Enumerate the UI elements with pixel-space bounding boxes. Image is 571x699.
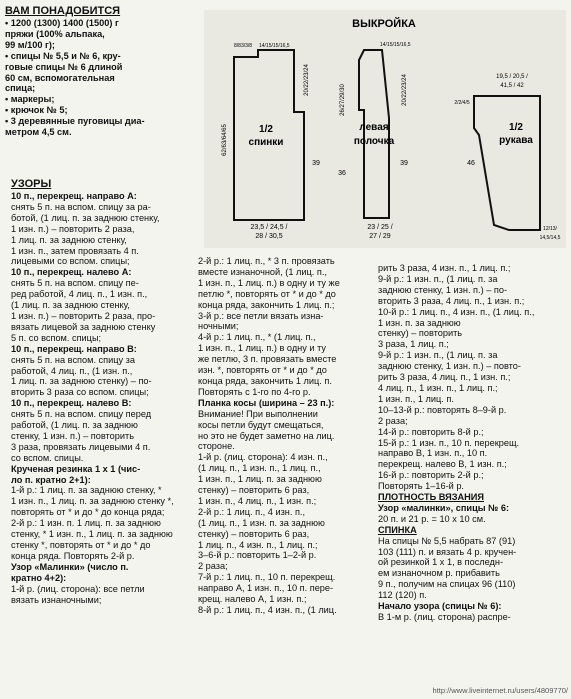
text-line: 4 лиц. п., 1 изн. п., 1 лиц. п.;	[378, 382, 498, 393]
text-line: Внимание! При выполнении	[198, 408, 318, 419]
sleeve-cap: 2/2/4/5	[454, 100, 470, 106]
patterns-column-2	[198, 256, 374, 616]
back-bottom-1: 23,5 / 24,5 /	[250, 224, 288, 231]
text-line: УЗОРЫ	[11, 178, 52, 190]
text-line: 2 раза;	[198, 561, 228, 572]
text-line: но это не будет заметно на лиц.	[198, 430, 335, 441]
text-line: 3–6-й р.: повторить 1–2-й р.	[198, 550, 317, 561]
text-line: стенку) – повторить 6 раз,	[198, 528, 310, 539]
text-line: Повторять с 1-го по 4-го р.	[198, 386, 311, 397]
text-line: стенку, 1 изн. п.) – повторить	[11, 430, 134, 441]
text-line: направо В, 1 изн. п., 10 п.	[378, 448, 488, 459]
materials-list	[5, 18, 205, 138]
text-line: (1 лиц. п., 1 изн. п., 1 лиц. п.,	[198, 463, 321, 474]
text-line: рить 3 раза, 4 изн. п., 1 лиц. п.;	[378, 263, 511, 273]
text-line: 9-й р.: 1 изн. п., (1 лиц. п. за	[378, 273, 498, 284]
text-line: 2 раза;	[378, 415, 408, 426]
text-line: Крученая резинка 1 х 1 (чис-	[11, 463, 141, 474]
text-line: Узор «малинки», спицы № 6:	[378, 502, 510, 513]
text-line: снять 5 п. на вспом. спицу за ра-	[11, 201, 151, 212]
text-line: петлю *, повторять от * и до * до	[198, 288, 336, 299]
text-line: 1 изн. п. за заднюю	[378, 317, 461, 328]
text-line: 1 изн. п., 1 лиц. п.	[378, 393, 454, 404]
text-line: В 1-м р. (лиц. сторона) распре-	[378, 612, 511, 622]
text-line: ем изнаночном р. прибавить	[378, 568, 500, 579]
front-outline	[359, 50, 389, 218]
material-line: • крючок № 5;	[5, 105, 68, 116]
watermark: http://www.liveinternet.ru/users/4809770/	[432, 686, 568, 695]
text-line: 112 (120) п.	[378, 590, 427, 601]
materials-block	[5, 5, 205, 138]
text-line: 2-й р.: 1 лиц. п., 4 изн. п.,	[198, 506, 306, 517]
text-line: (1 лиц. п. за заднюю стенку,	[11, 300, 130, 311]
text-line: ПЛОТНОСТЬ ВЯЗАНИЯ	[378, 492, 485, 503]
text-line: 1 изн. п., 4 лиц. п., 1 изн. п.;	[198, 495, 317, 506]
schematic-diagram	[204, 10, 566, 248]
text-line: 2-й р.: 1 лиц. п., * 3 п. провязать	[198, 256, 335, 266]
text-line: 14-й р.: повторить 8-й р.;	[378, 426, 484, 437]
text-line: косы петли будут смещаться,	[198, 419, 324, 430]
text-line: стенку) – повторить	[378, 328, 463, 339]
text-line: 3 раза, провязать лицевыми 4 п.	[11, 441, 151, 452]
material-line: говые спицы № 6 длиной	[5, 61, 123, 72]
text-line: снять 5 п. на вспом. спицу перед	[11, 409, 152, 420]
text-line: же петлю, 3 п. провязать вместе	[198, 354, 337, 365]
text-line: 1-й р. (лиц. сторона): все петли	[11, 583, 145, 594]
front-length: 36	[338, 170, 346, 177]
sleeve-length: 46	[467, 160, 475, 167]
front-label-2: полочка	[353, 136, 395, 147]
text-line: снять 5 п. на вспом. спицу за	[11, 354, 135, 365]
text-line: 1 изн. п., затем провязать 4 п.	[11, 245, 139, 256]
back-top-left: 8/83/3/8	[234, 43, 253, 49]
text-line: 1 изн. п.) – повторить 2 раза,	[11, 223, 135, 234]
text-line: Начало узора (спицы № 6):	[378, 601, 502, 612]
text-line: заднюю стенку, 1 изн. п.) – повто-	[378, 361, 521, 372]
back-shoulder: 20/22/23/24	[304, 64, 310, 96]
text-line: 9-й р.: 1 изн. п., (1 лиц. п. за	[378, 350, 498, 361]
text-line: ботой, (1 лиц. п. за заднюю стенку,	[11, 212, 160, 223]
text-line: изн. *, повторять от * и до * до	[198, 365, 327, 376]
back-outline	[234, 50, 304, 220]
text-line: конца ряда, закончить 1 лиц. п.;	[198, 299, 335, 310]
front-bottom-2: 27 / 29	[369, 233, 391, 240]
front-label-1: левая	[359, 122, 389, 133]
sleeve-bottom-2: 14,5/14,5	[539, 235, 561, 241]
text-line: 10 п., перекрещ. направо В:	[11, 343, 137, 354]
text-line: со вспом. спицы.	[11, 452, 84, 463]
back-label-2: спинки	[248, 137, 284, 148]
material-line: • маркеры;	[5, 94, 55, 105]
text-line: 10 п., перекрещ. налево А:	[11, 267, 132, 278]
text-line: ой резинкой 1 х 1, в последн-	[378, 557, 504, 568]
back-side: 62/63/64/65	[222, 124, 228, 156]
schematic-title: ВЫКРОЙКА	[352, 18, 416, 30]
materials-title: ВАМ ПОНАДОБИТСЯ	[5, 5, 121, 17]
text-line: 9 п., получим на спицах 96 (110)	[378, 579, 516, 590]
text-line: 10–13-й р.: повторять 8–9-й р.	[378, 404, 507, 415]
text-line: 1 лиц. п. за заднюю стенку) – по-	[11, 376, 152, 387]
text-line: 1 изн. п., 1 лиц. п. за заднюю стенку *,	[11, 496, 174, 507]
text-line: 1-й р.: 1 лиц. п. за заднюю стенку, *	[11, 485, 162, 496]
schematic-svg	[204, 10, 566, 248]
text-line: 2-й р.: 1 изн. п. 1 лиц. п. за заднюю	[11, 518, 161, 529]
text-line: 10-й р.: 1 лиц. п., 4 изн. п., (1 лиц. п.,	[378, 306, 535, 317]
front-armhole: 39	[400, 160, 408, 167]
material-line: спица;	[5, 83, 36, 94]
back-label-1: 1/2	[259, 124, 273, 135]
text-line: вязать лицевой за заднюю стенку	[11, 321, 156, 332]
text-line: 16-й р.: повторить 2-й р.;	[378, 470, 484, 481]
text-line: 1 изн. п.) – повторить 2 раза, про-	[11, 310, 156, 321]
back-armhole: 39	[312, 160, 320, 167]
text-line: направо А, 1 изн. п., 10 п. пере-	[198, 583, 334, 594]
text-line: 1 изн. п., 1 лиц. п.) в одну и ту же	[198, 277, 340, 288]
text-line: 4-й р.: 1 лиц. п., * (1 лиц. п.,	[198, 332, 316, 343]
text-line: рить 3 раза, 4 лиц. п., 1 изн. п.;	[378, 372, 511, 383]
front-side: 26/27/29/30	[340, 84, 346, 116]
text-line: перекрещ. налево В, 1 изн. п.;	[378, 459, 507, 470]
text-line: (1 лиц. п., 1 изн. п. за заднюю	[198, 517, 325, 528]
sleeve-label-1: 1/2	[509, 122, 523, 133]
front-shoulder: 20/22/23/24	[402, 74, 408, 106]
text-line: повторять от * и до * до конца ряда;	[11, 507, 165, 518]
text-line: На спицы № 5,5 набрать 87 (91)	[378, 535, 516, 546]
text-line: 10 п., перекрещ. налево В:	[11, 398, 132, 409]
text-line: ло п. кратно 2+1):	[11, 474, 91, 485]
text-line: 10 п., перекрещ. направо А:	[11, 191, 137, 201]
text-line: 8-й р.: 1 лиц. п., 4 изн. п., (1 лиц.	[198, 605, 337, 615]
text-line: стенку, * 1 изн. п., 1 лиц. п. за заднюю	[11, 529, 173, 540]
material-line: • спицы № 5,5 и № 6, кру-	[5, 50, 121, 61]
material-line: • 1200 (1300) 1400 (1500) г	[5, 18, 119, 28]
patterns-column-3	[378, 263, 568, 623]
text-line: ночными;	[198, 321, 239, 332]
material-line: 99 м/100 г);	[5, 39, 55, 50]
text-line: конца ряда, закончить 1 лиц. п.	[198, 375, 332, 386]
text-line: 15-й р.: 1 изн. п., 10 п. перекрещ.	[378, 437, 520, 448]
text-line: 5 п. со вспом. спицы;	[11, 332, 102, 343]
text-line: крещ. налево А, 1 изн. п.;	[198, 594, 307, 605]
material-line: пряжи (100% альпака,	[5, 28, 105, 39]
text-line: стороне.	[198, 441, 235, 452]
text-line: 3 раза, 1 лиц. п.;	[378, 339, 449, 350]
text-line: 7-й р.: 1 лиц. п., 10 п. перекрещ.	[198, 572, 336, 583]
back-bottom-2: 28 / 30,5	[255, 233, 283, 240]
sleeve-bottom-1: 12/13/	[543, 226, 557, 232]
sleeve-top-2: 41,5 / 42	[500, 83, 524, 89]
text-line: вторить 3 раза, 4 лиц. п., 1 изн. п.;	[378, 295, 525, 306]
text-line: 1 изн. п., 1 лиц. п. за заднюю	[198, 474, 322, 485]
text-line: заднюю стенку, 1 изн. п.) – по-	[378, 284, 508, 295]
material-line: • 3 деревянные пуговицы диа-	[5, 116, 145, 127]
text-line: вторить 3 раза со вспом. спицы;	[11, 387, 149, 398]
text-line: 1-й р. (лиц. сторона): 4 изн. п.,	[198, 452, 328, 463]
text-line: 1 изн. п., 1 лиц. п.) в одну и ту	[198, 343, 326, 354]
sleeve-outline	[474, 96, 540, 230]
front-bottom-1: 23 / 25 /	[367, 224, 393, 231]
text-line: 3-й р.: все петли вязать изна-	[198, 310, 324, 321]
text-line: 103 (111) п. и вязать 4 р. кручен-	[378, 546, 517, 557]
sleeve-top-1: 19,5 / 20,5 /	[496, 74, 528, 80]
text-line: Планка косы (ширина – 23 п.):	[198, 397, 335, 408]
text-line: 1 лиц. п., 4 изн. п., 1 лиц. п.;	[198, 539, 318, 550]
text-line: 1 лиц. п. за заднюю стенку,	[11, 234, 127, 245]
text-line: СПИНКА	[378, 524, 417, 535]
text-line: снять 5 п. на вспом. спицу пе-	[11, 278, 139, 289]
front-top: 14/15/15/16,5	[380, 42, 411, 48]
text-line: вместе изнаночной, (1 лиц. п.,	[198, 266, 327, 277]
text-line: стенку) – повторить 6 раз,	[198, 485, 310, 496]
text-line: Повторять 1–16-й р.	[378, 481, 464, 492]
text-line: 20 п. и 21 р. = 10 х 10 см.	[378, 513, 486, 524]
text-line: конца ряда. Повторять 2-й р.	[11, 550, 135, 561]
text-line: кратно 4+2):	[11, 572, 67, 583]
text-line: работой, 4 лиц. п., (1 изн. п.,	[11, 365, 133, 376]
material-line: 60 см, вспомогательная	[5, 72, 115, 83]
text-line: работой, (1 лиц. п. за заднюю	[11, 420, 138, 431]
text-line: стенку *, повторять от * и до * до	[11, 540, 151, 550]
back-top-right: 14/15/15/16,5	[259, 43, 290, 49]
text-line: Узор «Малинки» (число п.	[11, 561, 129, 572]
text-line: лицевыми со вспом. спицы;	[11, 256, 130, 267]
patterns-column-1	[11, 178, 201, 605]
text-line: ред работой, 4 лиц. п., 1 изн. п.,	[11, 289, 148, 300]
sleeve-label-2: рукава	[499, 135, 533, 146]
text-line: вязать изнаночными;	[11, 594, 102, 605]
material-line: метром 4,5 см.	[5, 127, 72, 138]
